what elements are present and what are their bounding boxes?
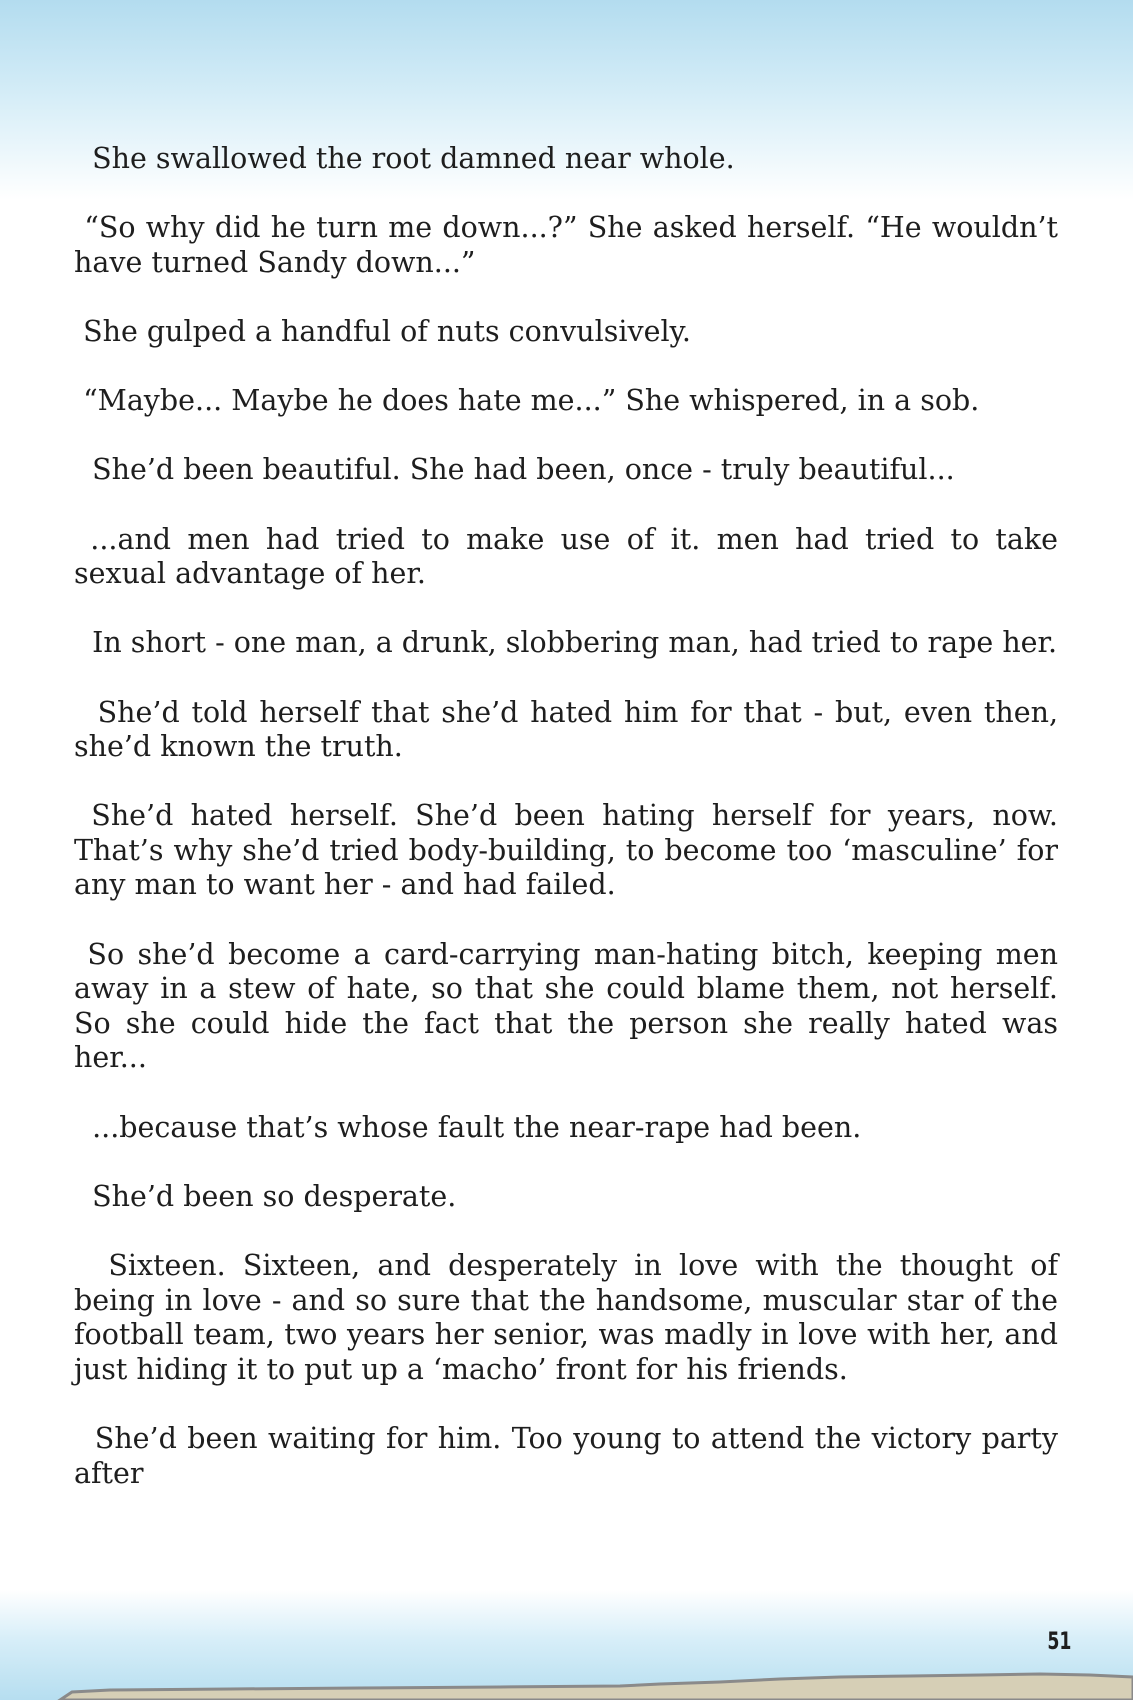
paragraph: ...and men had tried to make use of it. men had tried to take sexual advantage of her. — [74, 522, 1068, 591]
paragraph: She’d been beautiful. She had been, once - truly beautiful... — [74, 453, 955, 487]
paragraph: She’d been so desperate. — [74, 1179, 457, 1213]
paragraph: “Maybe... Maybe he does hate me...” She whispered, in a sob. — [74, 384, 980, 418]
paragraph: She’d told herself that she’d hated him for that - but, even then, she’d known the truth. — [74, 695, 1068, 764]
ground-shape — [60, 1674, 1133, 1700]
paragraph: She’d been waiting for him. Too young to attend the victory party after — [74, 1421, 1068, 1490]
paragraph: Sixteen. Sixteen, and desperately in love with the thought of being in love - and so sure that the handsome, muscular star of the football team, two years her senior, was madly in love with her, and just hiding it to put up a ‘macho’ front for his friends. — [74, 1249, 1068, 1386]
paragraph: She’d hated herself. She’d been hating herself for years, now. That’s why she’d tried body-building, to become too ‘masculine’ for any man to want her - and had failed. — [74, 799, 1068, 902]
page-number: 51 — [1046, 1627, 1071, 1655]
paragraph: So she’d become a card-carrying man-hating bitch, keeping men away in a stew of hate, so that she could blame them, not herself. So she could hide the fact that the person she really hated was her... — [74, 937, 1068, 1075]
paragraph: She gulped a handful of nuts convulsively. — [74, 314, 691, 348]
body-text — [74, 142, 1068, 1526]
ground-strip — [0, 1640, 1133, 1700]
paragraph: ...because that’s whose fault the near-rape had been. — [74, 1110, 862, 1144]
paragraph: She swallowed the root damned near whole. — [74, 142, 735, 175]
paragraph: In short - one man, a drunk, slobbering man, had tried to rape her. — [74, 626, 1058, 660]
paragraph: “So why did he turn me down...?” She asked herself. “He wouldn’t have turned Sandy down...” — [74, 211, 1068, 279]
